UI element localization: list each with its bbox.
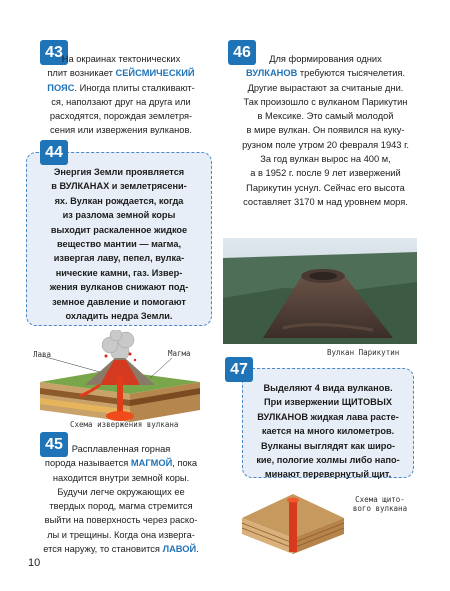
photo-caption: Вулкан Парикутин (327, 348, 400, 357)
fact-number-44: 44 (40, 140, 68, 165)
fact-number-47: 47 (225, 357, 253, 382)
lava-label: Лава (33, 350, 52, 359)
fact-45-paragraph: Расплавленная горная порода называется МАГМОЙ, пока находится внутри земной коры. Будучи легче окружающих ее твердых пород, магма стремится выйти на поверхность через раско- лы и трещины. Когда она изверга- ется наружу, то становится ЛАВОЙ. (43, 444, 199, 555)
magma-label: Магма (168, 349, 191, 358)
fact-number-45: 45 (40, 432, 68, 457)
fact-44-box (26, 152, 212, 326)
fact-47-paragraph: Выделяют 4 вида вулканов. При извержении ЩИТОВЫХ ВУЛКАНОВ жидкая лава расте- кается на много километров. Вулканы выглядят как широ- кие, пологие холмы либо напо- минают перевернутый щит. (256, 383, 400, 480)
highlight-term: МАГМОЙ (130, 458, 173, 469)
shield-volcano-diagram (238, 478, 348, 556)
highlight-term: СЕЙСМИЧЕСКИЙ (115, 68, 195, 79)
fact-number-46: 46 (228, 40, 256, 65)
fact-46-paragraph: Для формирования одних ВУЛКАНОВ требуются тысячелетия. Другие вырастают за считаные дни. Так произошло с вулканом Парикутин в Мексике. Это самый молодой в мире вулкан. Он появился на куку- рузном поле утром 20 февраля 1943 г. За год вулкан вырос на 400 м, а в 1952 г. после 9 лет извержений Парикутин уснул. Сейчас его высота составляет 3170 м над уровнем моря. (242, 54, 409, 207)
fact-44-paragraph: Энергия Земли проявляется в ВУЛКАНАХ и землетрясени- ях. Вулкан рождается, когда из разлома земной коры выходит раскаленное жидкое вещество мантии — магма, извергая лаву, пепел, вулка- нические камни, газ. Извер- жения вулканов снижают под- земное давление и помогают охладить недра Земли. (49, 167, 189, 322)
diagram-eruption-caption: Схема извержения вулкана (70, 420, 179, 429)
paricutin-volcano-photo (223, 238, 417, 344)
highlight-term: ПОЯС (47, 82, 75, 93)
fact-45-text (26, 442, 216, 556)
fact-43-text (26, 52, 216, 138)
shield-diagram-caption-2: вого вулкана (352, 504, 408, 513)
fact-number-43: 43 (40, 40, 68, 65)
fact-46-text (223, 52, 428, 209)
page-number: 10 (28, 557, 41, 569)
highlight-term: ЛАВОЙ (162, 544, 197, 555)
fact-47-box (242, 368, 414, 478)
fact-43-paragraph: На окраинах тектонических плит возникает СЕЙСМИЧЕСКИЙ ПОЯС. Иногда плиты сталкивают- ся, наползают друг на друга или расходятся, порождая землетря- сения или извержения вулканов. (47, 54, 195, 136)
highlight-term: ВУЛКАНОВ (245, 68, 298, 79)
volcano-eruption-diagram (30, 330, 210, 430)
shield-diagram-caption-1: Схема щито- (355, 495, 405, 504)
